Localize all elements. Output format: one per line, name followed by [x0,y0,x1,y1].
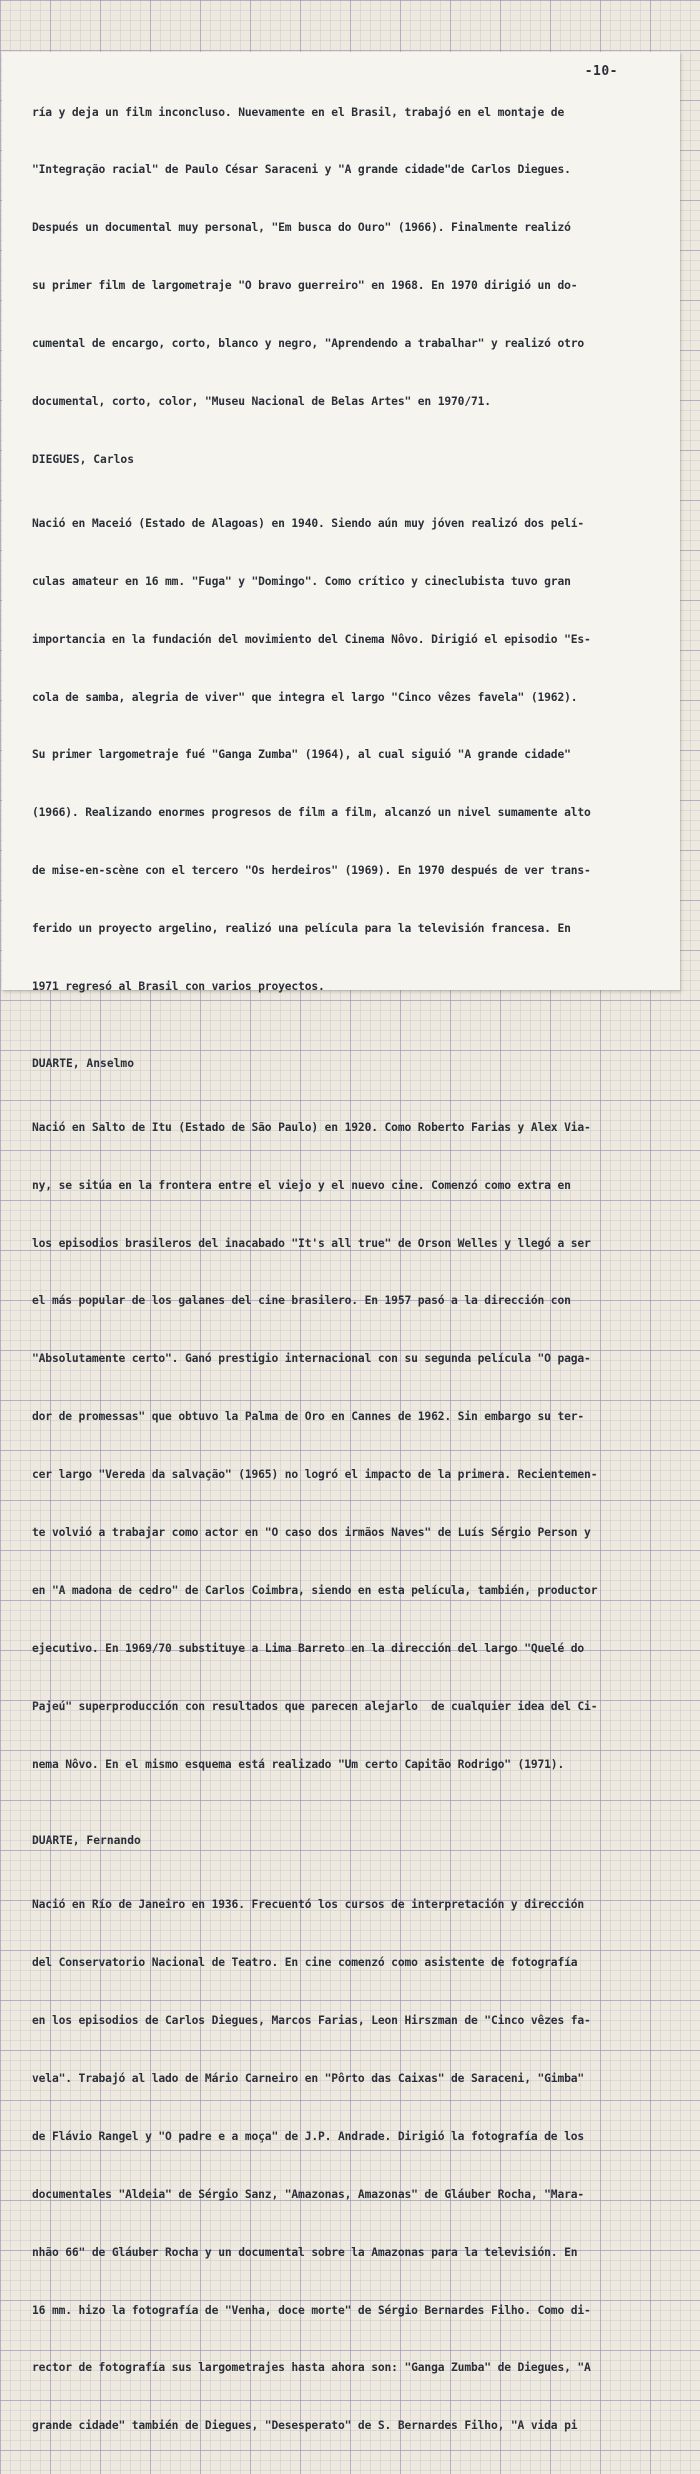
text-line: Pajeú" superproducción con resultados que parecen alejarlo de cualquier idea del Ci- [32,1699,598,1713]
text-line: vela". Trabajó al lado de Mário Carneiro en "Pôrto das Caixas" de Saraceni, "Gimba" [32,2071,585,2085]
heading-duarte-fernando: DUARTE, Fernando [32,1834,141,1848]
text-line: su primer film de largometraje "O bravo guerreiro" en 1968. En 1970 dirigió un do- [32,279,578,293]
text-line: (1966). Realizando enormes progresos de film a film, alcanzó un nivel sumamente alto [32,806,591,820]
text-line: del Conservatorio Nacional de Teatro. En cine comenzó como asistente de fotografía [32,1956,578,1970]
page-number: -10- [584,64,618,79]
text-line: en los episodios de Carlos Diegues, Marcos Farias, Leon Hirszman de "Cinco vêzes fa- [32,2014,591,2028]
text-line: en "A madona de cedro" de Carlos Coimbra, siendo en esta película, también, productor [32,1583,598,1597]
text-line: te volvió a trabajar como actor en "O caso dos irmãos Naves" de Luís Sérgio Person y [32,1525,591,1539]
text-line: Nació en Salto de Itu (Estado de São Paulo) en 1920. Como Roberto Farias y Alex Via- [32,1120,591,1134]
text-line: los episodios brasileros del inacabado "It's all true" de Orson Welles y llegó a ser [32,1236,591,1250]
text-line: ejecutivo. En 1969/70 substituye a Lima Barreto en la dirección del largo "Quelé do [32,1641,585,1655]
text-line: de Flávio Rangel y "O padre e a moça" de J.P. Andrade. Dirigió la fotografía de los [32,2129,585,2143]
text-line: rector de fotografía sus largometrajes hasta ahora son: "Ganga Zumba" de Diegues, "A [32,2361,591,2375]
paragraph-duarte-anselmo [32,1079,670,1812]
text-line: 16 mm. hizo la fotografía de "Venha, doce morte" de Sérgio Bernardes Filho. Como di- [32,2303,591,2317]
text-line: de mise-en-scène con el tercero "Os herdeiros" (1969). En 1970 después de ver trans- [32,864,591,878]
text-line: documental, corto, color, "Museu Nacional de Belas Artes" en 1970/71. [32,395,491,409]
text-line: 1971 regresó al Brasil con varios proyectos. [32,979,325,993]
text-line: Su primer largometraje fué "Ganga Zumba" (1964), al cual siguió "A grande cidade" [32,748,571,762]
text-line: documentales "Aldeia" de Sérgio Sanz, "Amazonas, Amazonas" de Gláuber Rocha, "Mara- [32,2187,585,2201]
text-line: grande cidade" también de Diegues, "Desesperato" de S. Bernardes Filho, "A vida pi [32,2419,578,2433]
text-line: nhão 66" de Gláuber Rocha y un documental sobre la Amazonas para la televisión. En [32,2245,578,2259]
text-line: ny, se sitúa en la frontera entre el viejo y el nuevo cine. Comenzó como extra en [32,1178,571,1192]
heading-diegues: DIEGUES, Carlos [32,452,135,466]
text-line: Después un documental muy personal, "Em busca do Ouro" (1966). Finalmente realizó [32,221,571,235]
heading-duarte-anselmo: DUARTE, Anselmo [32,1056,135,1070]
text-line: "Integração racial" de Paulo César Saraceni y "A grande cidade"de Carlos Diegues. [32,163,571,177]
text-line: ría y deja un film inconcluso. Nuevamente en el Brasil, trabajó en el montaje de [32,105,565,119]
text-line: cola de samba, alegria de viver" que integra el largo "Cinco vêzes favela" (1962). [32,690,578,704]
text-line: "Absolutamente certo". Ganó prestigio internacional con su segunda película "O paga- [32,1352,591,1366]
text-line: importancia en la fundación del movimiento del Cinema Nôvo. Dirigió el episodio "Es- [32,632,591,646]
paragraph-duarte-fernando [32,1857,670,2474]
text-line: Nació en Río de Janeiro en 1936. Frecuentó los cursos de interpretación y dirección [32,1898,585,1912]
typed-page [2,52,680,2433]
text-line: el más popular de los galanes del cine brasilero. En 1957 pasó a la dirección con [32,1294,571,1308]
text-line: cumental de encargo, corto, blanco y negro, "Aprendendo a trabalhar" y realizó otro [32,337,585,351]
text-line: cer largo "Vereda da salvação" (1965) no logró el impacto de la primera. Recientemen- [32,1468,598,1482]
text-line: nema Nôvo. En el mismo esquema está realizado "Um certo Capitão Rodrigo" (1971). [32,1757,565,1771]
paragraph-diegues [32,475,670,1035]
text-line: Nació en Maceió (Estado de Alagoas) en 1940. Siendo aún muy jóven realizó dos pelí- [32,516,585,530]
text-line: ferido un proyecto argelino, realizó una película para la televisión francesa. En [32,922,571,936]
paragraph-intro [32,64,670,450]
text-line: culas amateur en 16 mm. "Fuga" y "Domingo". Como crítico y cineclubista tuvo gran [32,574,571,588]
text-line: dor de promessas" que obtuvo la Palma de Oro en Cannes de 1962. Sin embargo su ter- [32,1410,585,1424]
